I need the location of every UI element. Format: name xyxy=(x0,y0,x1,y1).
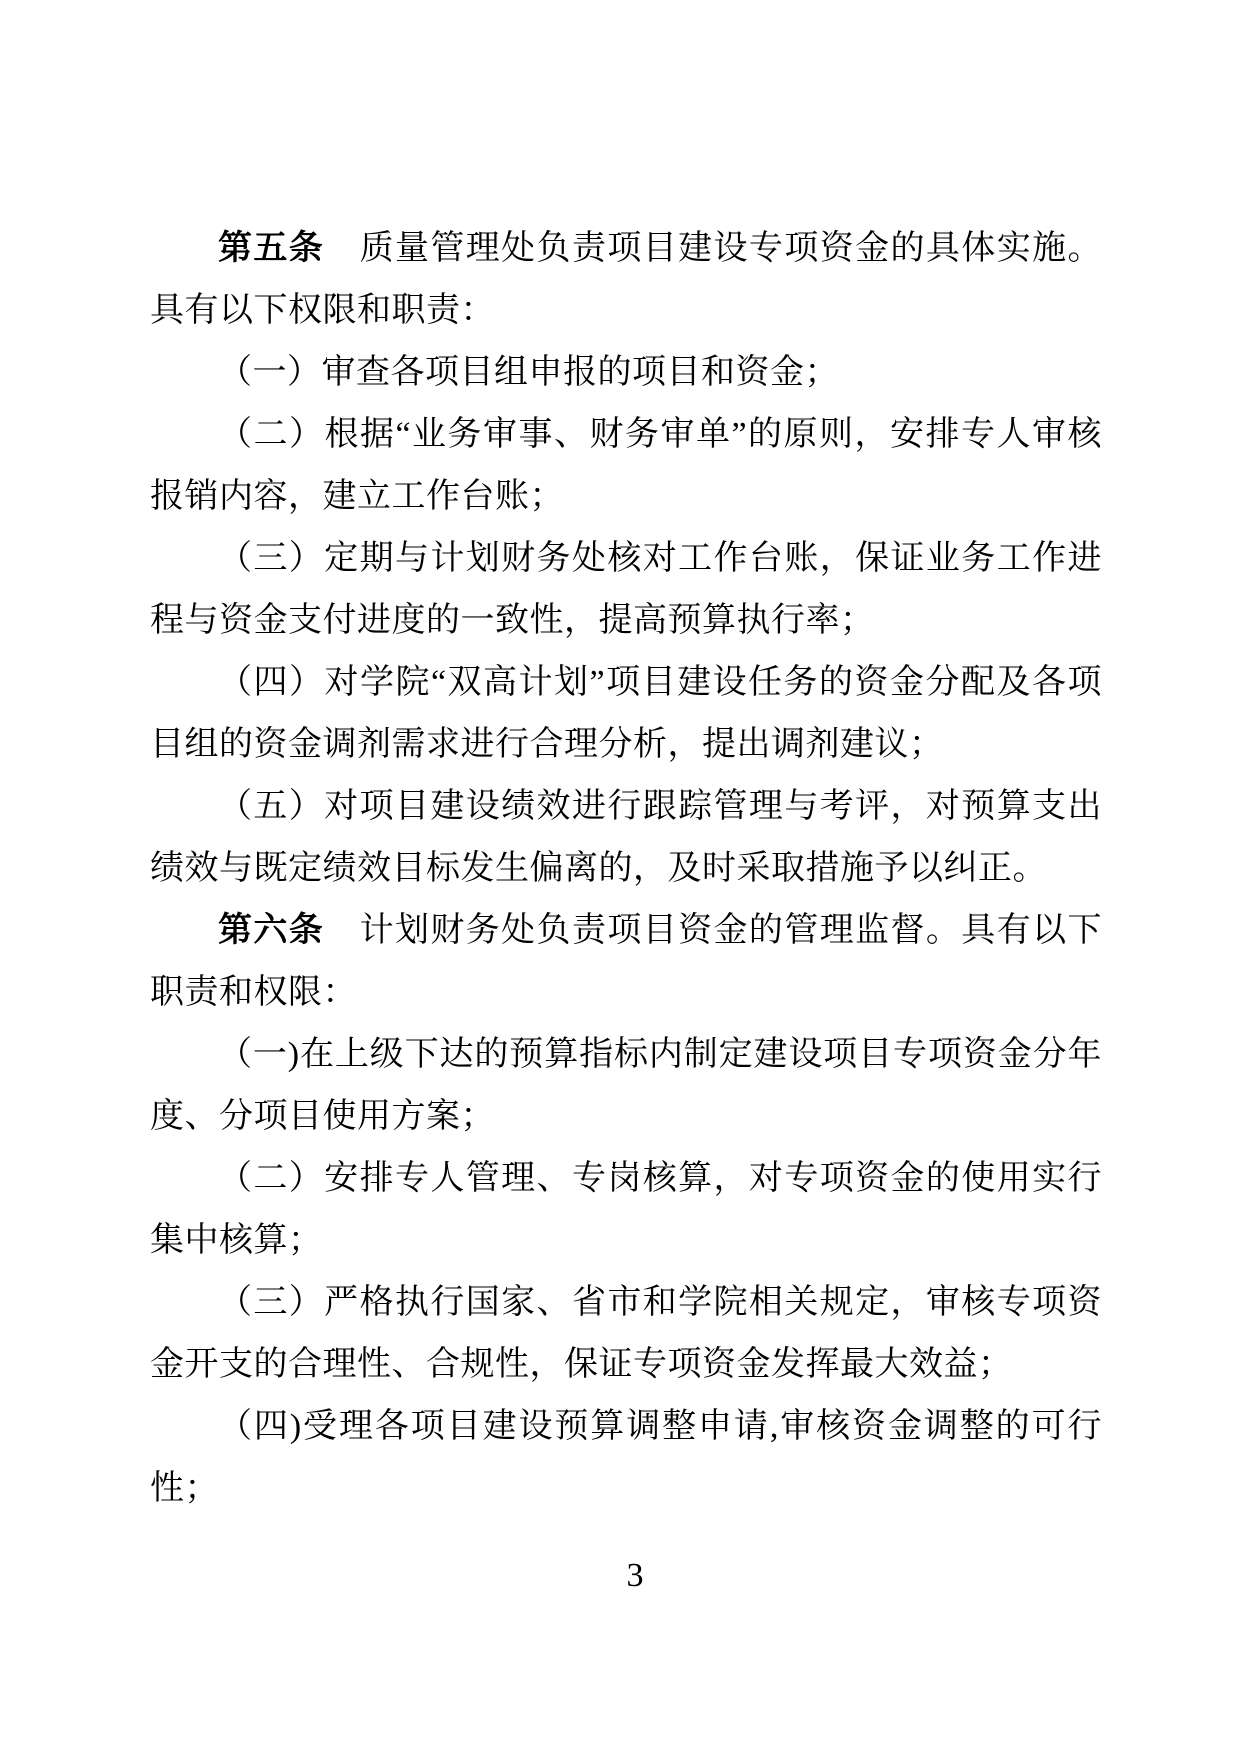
article-number: 第六条 xyxy=(218,912,325,949)
paragraph-text: （四)受理各项目建设预算调整申请,审核资金调整的可行性； xyxy=(150,1408,1102,1507)
paragraph-article-6 xyxy=(150,900,1102,1024)
paragraph-article-6-item-4 xyxy=(150,1396,1102,1520)
paragraph-article-6-item-1 xyxy=(150,1024,1102,1148)
paragraph-article-5-item-2 xyxy=(150,404,1102,528)
paragraph-text: 质量管理处负责项目建设专项资金的具体实施。具有以下权限和职责： xyxy=(150,230,1102,329)
paragraph-article-5-item-1 xyxy=(150,342,1102,404)
paragraph-article-6-item-3 xyxy=(150,1272,1102,1396)
paragraph-text: （四）对学院“双高计划”项目建设任务的资金分配及各项目组的资金调剂需求进行合理分析，提出调剂建议； xyxy=(150,664,1102,763)
paragraph-article-5 xyxy=(150,218,1102,342)
paragraph-text: （三）严格执行国家、省市和学院相关规定，审核专项资金开支的合理性、合规性，保证专项资金发挥最大效益； xyxy=(150,1284,1102,1383)
paragraph-article-6-item-2 xyxy=(150,1148,1102,1272)
article-number: 第五条 xyxy=(218,230,325,267)
paragraph-text: （二）安排专人管理、专岗核算，对专项资金的使用实行集中核算； xyxy=(150,1160,1102,1259)
paragraph-article-5-item-3 xyxy=(150,528,1102,652)
paragraph-text: （三）定期与计划财务处核对工作台账，保证业务工作进程与资金支付进度的一致性，提高预算执行率； xyxy=(150,540,1102,639)
paragraph-text: （一）审查各项目组申报的项目和资金； xyxy=(218,354,839,391)
page-number: 3 xyxy=(626,1557,644,1594)
paragraph-article-5-item-5 xyxy=(150,776,1102,900)
document-body xyxy=(150,218,1102,1520)
paragraph-text: 计划财务处负责项目资金的管理监督。具有以下职责和权限： xyxy=(150,912,1102,1011)
paragraph-text: （二）根据“业务审事、财务审单”的原则，安排专人审核报销内容，建立工作台账； xyxy=(150,416,1102,515)
paragraph-article-5-item-4 xyxy=(150,652,1102,776)
paragraph-text: （一)在上级下达的预算指标内制定建设项目专项资金分年度、分项目使用方案； xyxy=(150,1036,1102,1135)
paragraph-text: （五）对项目建设绩效进行跟踪管理与考评，对预算支出绩效与既定绩效目标发生偏离的，及时采取措施予以纠正。 xyxy=(150,788,1102,887)
